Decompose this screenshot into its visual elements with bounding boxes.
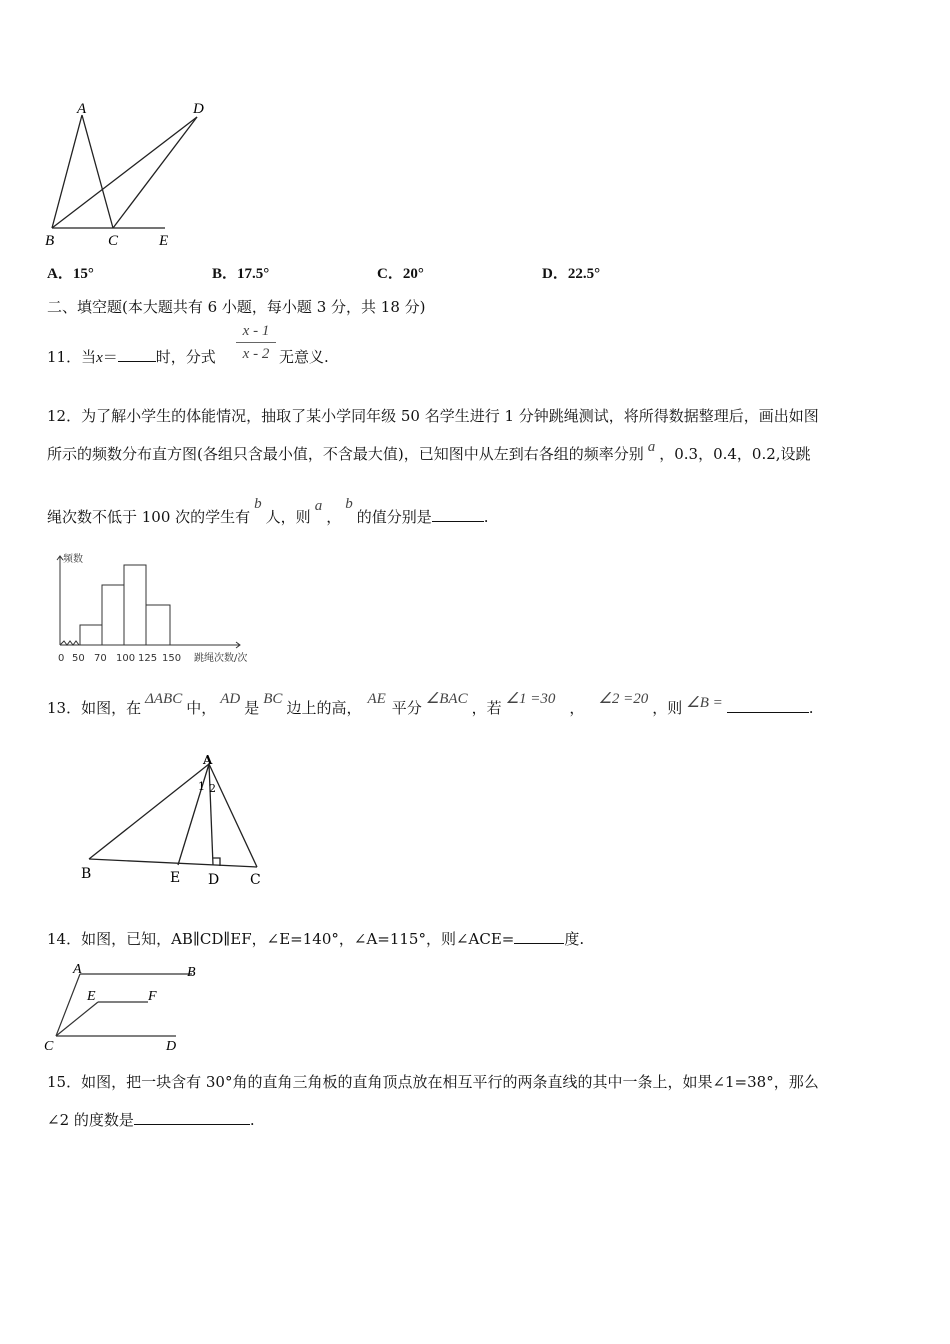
axis-break [60, 641, 79, 645]
bar-100-125 [124, 565, 146, 645]
tick-label: 70 [94, 653, 107, 664]
option-value: 22.5° [567, 266, 601, 282]
label-E: E [87, 989, 96, 1004]
bar-125-150 [146, 605, 170, 645]
q11-blank[interactable] [118, 347, 156, 362]
tick-label: 150 [162, 653, 182, 664]
q13-figure [75, 752, 275, 887]
q13 [47, 691, 814, 718]
section-title: 二、填空题(本大题共有 6 小题，每小题 3 分，共 18 分) [47, 298, 426, 316]
label-D: D [193, 101, 204, 117]
q11 [47, 346, 216, 367]
label-D: D [166, 1039, 177, 1054]
fraction-denominator: x - 2 [242, 346, 270, 362]
q13-ad: AD [220, 691, 241, 707]
q15-blank[interactable] [134, 1110, 250, 1125]
option-letter: D． [542, 266, 568, 282]
q11-post: 无意义. [279, 348, 329, 366]
label-D: D [208, 872, 220, 887]
seg-AB [52, 115, 82, 228]
label-F: F [148, 989, 157, 1004]
q14-text: 14．如图，已知，AB∥CD∥EF，∠E=140°，∠A=115°，则∠ACE= [47, 930, 515, 948]
q12-var-a2: a [314, 498, 323, 514]
q11-num: 11． [47, 348, 82, 366]
q13-gao: 边上的高， [286, 699, 362, 717]
tick-label: 0 [58, 653, 65, 664]
option-b[interactable] [212, 262, 269, 283]
q13-pingfen: 平分 [391, 699, 422, 717]
q12-var-a: a [647, 439, 656, 455]
fraction-numerator: x - 1 [236, 320, 276, 343]
q13-blank[interactable] [727, 698, 809, 713]
bar-50-70 [80, 625, 102, 645]
label-2: 2 [209, 782, 216, 795]
q12-line3-mid: 人，则 [265, 508, 311, 526]
q14-end: 度. [564, 930, 585, 948]
q12-line1: 12．为了解小学生的体能情况，抽取了某小学同年级 50 名学生进行 1 分钟跳绳测试，将所得数据整理后，画出如图 [47, 407, 819, 425]
q13-shi: 是 [244, 699, 260, 717]
q13-ae: AE [367, 691, 386, 707]
q12-line2-post: ，0.3，0.4，0.2,设跳 [659, 445, 811, 463]
q13-bc: BC [263, 691, 283, 707]
label-1: 1 [198, 780, 205, 793]
q10-figure [40, 95, 210, 250]
q13-end: . [808, 699, 814, 717]
label-E: E [159, 233, 169, 249]
label-C: C [250, 872, 261, 887]
q12-comma: ， [326, 508, 342, 526]
option-letter: A． [47, 266, 73, 282]
q12-line3-pre: 绳次数不低于 100 次的学生有 [47, 508, 251, 526]
label-A: A [203, 753, 213, 767]
tick-label: 125 [138, 653, 158, 664]
option-value: 17.5° [237, 266, 270, 282]
tick-label: 50 [72, 653, 85, 664]
q11-mid: 时，分式 [155, 348, 216, 366]
q13-bac: ∠BAC [425, 691, 468, 707]
label-B: B [45, 233, 55, 249]
label-A: A [73, 962, 82, 977]
q12-blank[interactable] [432, 507, 484, 522]
option-value: 20° [402, 266, 424, 282]
histogram [40, 550, 255, 668]
seg-AC [82, 115, 113, 228]
option-value: 15° [72, 266, 94, 282]
seg-BC [89, 859, 257, 867]
label-B: B [187, 965, 196, 980]
q13-tri: ΔABC [145, 691, 183, 707]
q13-ang1: ∠1 =30 [505, 691, 556, 707]
label-C: C [108, 233, 119, 249]
q15-line2 [47, 1109, 255, 1130]
label-C: C [44, 1039, 54, 1054]
option-letter: C． [377, 266, 403, 282]
q11-eq: ＝ [102, 348, 118, 366]
option-d[interactable] [542, 262, 600, 283]
bar-70-100 [102, 585, 124, 645]
q12-line2-pre: 所示的频数分布直方图(各组只含最小值，不含最大值)，已知图中从左到右各组的频率分别 [47, 445, 644, 463]
q13-num: 13．如图，在 [47, 699, 142, 717]
q12-var-b: b [254, 496, 262, 512]
y-axis-label: 频数 [63, 554, 83, 565]
q13-zhong: 中， [186, 699, 217, 717]
seg-AD [209, 764, 213, 865]
q11-var: x [96, 350, 103, 366]
q13-angB: ∠B = [686, 695, 723, 711]
x-axis-label: 跳绳次数/次 [194, 653, 248, 664]
label-E: E [170, 870, 181, 886]
q13-ruo: ，若 [471, 699, 502, 717]
q14 [47, 928, 584, 949]
q13-ze: ，则 [652, 699, 683, 717]
q12-end: . [483, 508, 489, 526]
q13-comma: ， [569, 699, 585, 717]
seg-AC [209, 764, 257, 867]
q15-end: . [249, 1111, 255, 1129]
seg-CD [113, 117, 197, 228]
option-c[interactable] [377, 262, 424, 283]
tick-label: 100 [116, 653, 136, 664]
label-A: A [77, 101, 87, 117]
q11-fraction [236, 320, 276, 365]
q15-line1: 15．如图，把一块含有 30°角的直角三角板的直角顶点放在相互平行的两条直线的其中一条上，如果∠1=38°，那么 [47, 1073, 819, 1091]
q12-line3-post: 的值分别是 [356, 508, 432, 526]
q12-var-b2: b [345, 496, 353, 512]
option-letter: B． [212, 266, 238, 282]
q12-line2 [47, 439, 811, 464]
label-B: B [81, 866, 92, 882]
q14-figure [40, 960, 205, 1055]
q15-text: ∠2 的度数是 [47, 1111, 134, 1129]
q12-line3 [47, 496, 489, 527]
seg-AB [89, 764, 209, 859]
q11-pre: 当 [81, 348, 97, 366]
seg-BD [52, 117, 197, 228]
q14-blank[interactable] [514, 929, 564, 944]
q13-ang2: ∠2 =20 [598, 691, 649, 707]
option-a[interactable] [47, 262, 94, 283]
